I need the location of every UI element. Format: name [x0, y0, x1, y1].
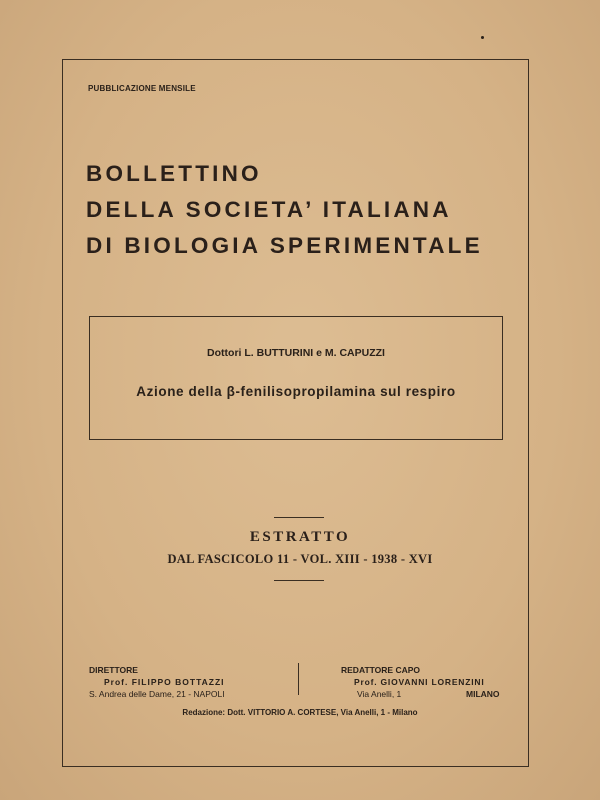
redattore-street: Via Anelli, 1: [357, 689, 402, 699]
divider-top: [274, 517, 324, 518]
divider-bottom: [274, 580, 324, 581]
footer-separator: [298, 663, 299, 695]
redattore-name: Prof. GIOVANNI LORENZINI: [354, 677, 485, 687]
redattore-label: REDATTORE CAPO: [341, 665, 421, 675]
article-authors: Dottori L. BUTTURINI e M. CAPUZZI: [207, 347, 385, 359]
publication-type: PUBBLICAZIONE MENSILE: [88, 84, 196, 93]
direttore-address: S. Andrea delle Dame, 21 - NAPOLI: [89, 689, 225, 699]
extract-source: DAL FASCICOLO 11 - VOL. XIII - 1938 - XVI: [167, 552, 433, 566]
direttore-label: DIRETTORE: [89, 665, 138, 675]
article-box: [89, 316, 503, 440]
ink-speck: [481, 36, 484, 39]
article-title: Azione della β-fenilisopropilamina sul respiro: [136, 384, 456, 399]
redazione-line: Redazione: Dott. VITTORIO A. CORTESE, Via Anelli, 1 - Milano: [182, 708, 418, 717]
journal-title-line-3: DI BIOLOGIA SPERIMENTALE: [86, 233, 483, 258]
direttore-name: Prof. FILIPPO BOTTAZZI: [104, 677, 225, 687]
journal-title: [86, 156, 526, 264]
extract-label: ESTRATTO: [249, 529, 351, 545]
redattore-city: MILANO: [466, 689, 500, 699]
journal-title-line-1: BOLLETTINO: [86, 161, 262, 186]
journal-title-line-2: DELLA SOCIETA’ ITALIANA: [86, 197, 452, 222]
